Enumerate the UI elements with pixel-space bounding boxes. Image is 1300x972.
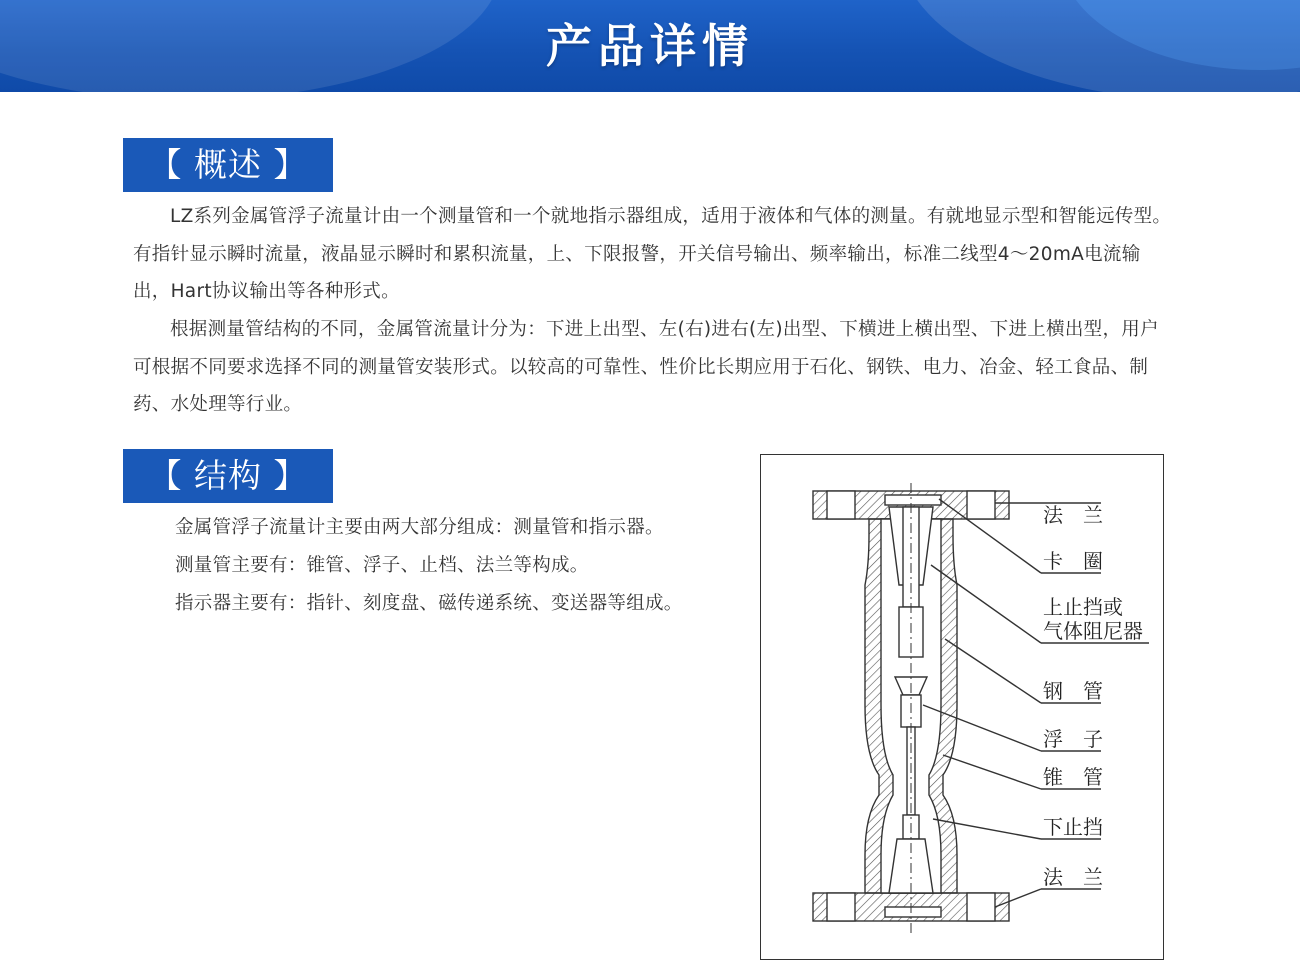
structure-line-3: 指示器主要有：指针、刻度盘、磁传递系统、变送器等组成。 (175, 593, 683, 614)
label-float: 浮 子 (1043, 727, 1103, 751)
header-banner (0, 0, 1300, 92)
structure-line-2: 测量管主要有：锥管、浮子、止档、法兰等构成。 (175, 555, 589, 576)
label-lower-stop: 下止挡 (1043, 815, 1103, 839)
label-steel-tube: 钢 管 (1043, 679, 1103, 703)
label-cone-tube: 锥 管 (1043, 765, 1103, 789)
overview-paragraph-2: 根据测量管结构的不同，金属管流量计分为：下进上出型、左(右)进右(左)出型、下横进上横出型、下进上横出型，用户可根据不同要求选择不同的测量管安装形式。以较高的可靠性、性价比长期应用于石化、钢铁、电力、冶金、轻工食品、制药、水处理等行业。 (133, 319, 1159, 415)
label-top-flange: 法 兰 (1043, 503, 1103, 527)
label-clamp-ring: 卡 圈 (1043, 549, 1103, 573)
overview-tag: 【 概述 】 (123, 138, 333, 192)
flowmeter-drawing (761, 455, 1165, 961)
structure-tag: 【 结构 】 (123, 449, 333, 503)
label-gas-damper: 气体阻尼器 (1043, 619, 1143, 643)
flowmeter-diagram (760, 454, 1164, 960)
overview-paragraph-1: LZ系列金属管浮子流量计由一个测量管和一个就地指示器组成，适用于液体和气体的测量。有就地显示型和智能远传型。有指针显示瞬时流量，液晶显示瞬时和累积流量，上、下限报警，开关信号输出、频率输出，标准二线型4～20mA电流输出，Hart协议输出等各种形式。 (133, 206, 1172, 302)
label-upper-stop: 上止挡或 (1043, 595, 1123, 619)
label-bottom-flange: 法 兰 (1043, 865, 1103, 889)
clamp-ring (885, 495, 941, 505)
structure-line-1: 金属管浮子流量计主要由两大部分组成：测量管和指示器。 (175, 517, 664, 538)
page-title: 产品详情 (546, 19, 754, 73)
